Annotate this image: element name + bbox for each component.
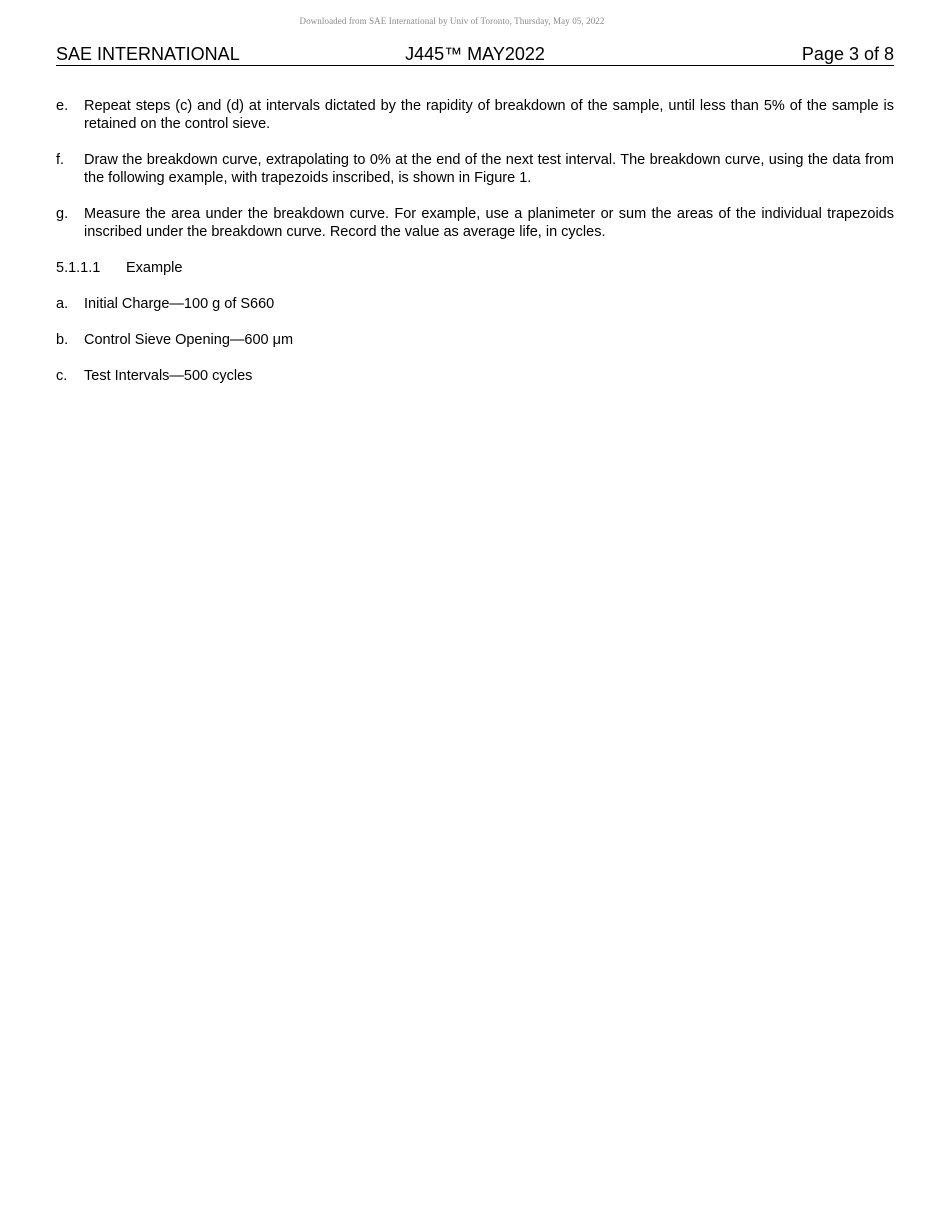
section-title: Example xyxy=(126,260,183,276)
step-text: Measure the area under the breakdown curve. For example, use a planimeter or sum the areas of the individual trapezoids inscribed under the breakdown curve. Record the value as average life, in cycles. xyxy=(84,206,894,240)
step-item-e xyxy=(56,97,894,133)
header-organization: SAE INTERNATIONAL xyxy=(56,44,240,64)
example-text: Test Intervals—500 cycles xyxy=(84,368,253,384)
header-page-number: Page 3 of 8 xyxy=(801,44,894,64)
example-marker: c. xyxy=(56,368,68,384)
step-marker: g. xyxy=(56,206,69,222)
step-text: Repeat steps (c) and (d) at intervals dictated by the rapidity of breakdown of the sample, until less than 5% of the sample is retained on the control sieve. xyxy=(84,98,894,132)
download-note: Downloaded from SAE International by Univ of Toronto, Thursday, May 05, 2022 xyxy=(299,16,605,26)
step-item-f xyxy=(56,151,894,187)
example-item-b xyxy=(56,331,894,349)
step-text: Draw the breakdown curve, extrapolating to 0% at the end of the next test interval. The breakdown curve, using the data from the following example, with trapezoids inscribed, is shown in Figure 1. xyxy=(84,152,894,186)
example-marker: b. xyxy=(56,332,69,348)
example-text: Control Sieve Opening—600 μm xyxy=(84,332,294,348)
step-marker: f. xyxy=(56,152,65,168)
example-text: Initial Charge—100 g of S660 xyxy=(84,296,275,312)
step-item-g xyxy=(56,205,894,241)
example-item-a xyxy=(56,295,894,313)
step-marker: e. xyxy=(56,98,69,114)
page-header xyxy=(56,43,894,66)
example-marker: a. xyxy=(56,296,69,312)
header-document-id: J445™ MAY2022 xyxy=(405,44,545,64)
section-heading xyxy=(56,259,894,277)
example-item-c xyxy=(56,367,894,385)
page-body xyxy=(56,97,894,385)
section-number: 5.1.1.1 xyxy=(56,260,101,276)
